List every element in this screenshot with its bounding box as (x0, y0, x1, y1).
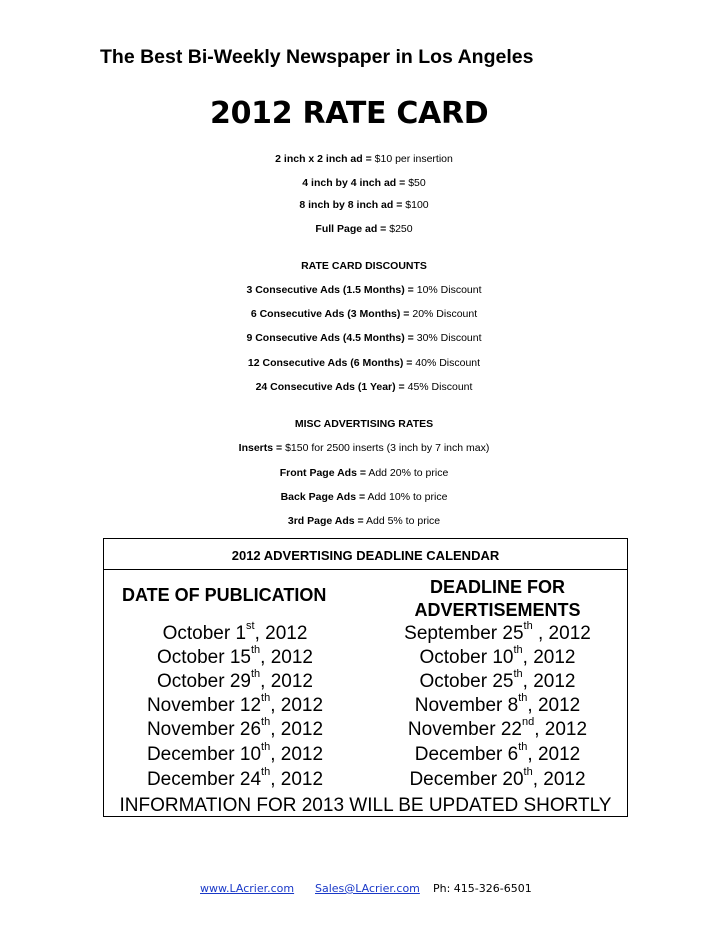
rate-card-title: 2012 RATE CARD (210, 96, 489, 131)
discount-line: 6 Consecutive Ads (3 Months) = 20% Discount (250, 308, 478, 320)
discount-line: 3 Consecutive Ads (1.5 Months) = 10% Discount (246, 284, 482, 296)
deadline-date: October 10th, 2012 (419, 644, 576, 668)
publication-date: November 12th, 2012 (146, 692, 324, 716)
calendar-footer-note: INFORMATION FOR 2013 WILL BE UPDATED SHORTLY (119, 795, 612, 816)
publication-date: December 24th, 2012 (146, 766, 324, 790)
deadline-date: November 22nd, 2012 (407, 716, 588, 740)
publication-date: October 15th, 2012 (156, 644, 313, 668)
misc-line: Inserts = $150 for 2500 inserts (3 inch by 7 inch max) (238, 442, 490, 454)
discount-line: 12 Consecutive Ads (6 Months) = 40% Discount (247, 357, 481, 369)
calendar-row (104, 741, 627, 768)
calendar-row (104, 620, 627, 647)
col-header-deadline: DEADLINE FOR ADVERTISEMENTS (414, 577, 581, 620)
deadline-date: November 8th, 2012 (414, 692, 581, 716)
discount-line: 24 Consecutive Ads (1 Year) = 45% Discount (255, 381, 473, 393)
misc-line: Back Page Ads = Add 10% to price (280, 491, 448, 503)
phone-number: Ph: 415-326-6501 (433, 882, 532, 895)
calendar-row (104, 716, 627, 743)
calendar-row (104, 644, 627, 671)
calendar-row (104, 766, 627, 793)
discount-line: 9 Consecutive Ads (4.5 Months) = 30% Discount (246, 332, 482, 344)
deadline-date: December 20th, 2012 (409, 766, 586, 790)
calendar-row (104, 692, 627, 719)
col-header-publication: DATE OF PUBLICATION (122, 585, 327, 605)
rate-line: 4 inch by 4 inch ad = $50 (302, 177, 426, 189)
rate-line: 8 inch by 8 inch ad = $100 (299, 199, 429, 211)
calendar-caption: 2012 ADVERTISING DEADLINE CALENDAR (104, 539, 627, 570)
misc-line: 3rd Page Ads = Add 5% to price (287, 515, 441, 527)
publication-date: October 29th, 2012 (156, 668, 313, 692)
website-link[interactable]: www.LAcrier.com (200, 882, 295, 895)
publication-date: October 1st, 2012 (162, 620, 308, 644)
rate-line: Full Page ad = $250 (315, 223, 413, 235)
rate-line: 2 inch x 2 inch ad = $10 per insertion (275, 153, 453, 165)
discounts-heading: RATE CARD DISCOUNTS (301, 260, 427, 272)
deadline-calendar-table (103, 538, 628, 817)
deadline-date: October 25th, 2012 (419, 668, 576, 692)
newspaper-tagline: The Best Bi-Weekly Newspaper in Los Angeles (100, 46, 534, 68)
email-link[interactable]: Sales@LAcrier.com (315, 882, 420, 895)
calendar-row (104, 668, 627, 695)
deadline-date: December 6th, 2012 (414, 741, 581, 765)
publication-date: November 26th, 2012 (146, 716, 324, 740)
misc-heading: MISC ADVERTISING RATES (294, 418, 434, 430)
deadline-date: September 25th , 2012 (404, 620, 591, 644)
misc-line: Front Page Ads = Add 20% to price (279, 467, 449, 479)
publication-date: December 10th, 2012 (146, 741, 324, 765)
